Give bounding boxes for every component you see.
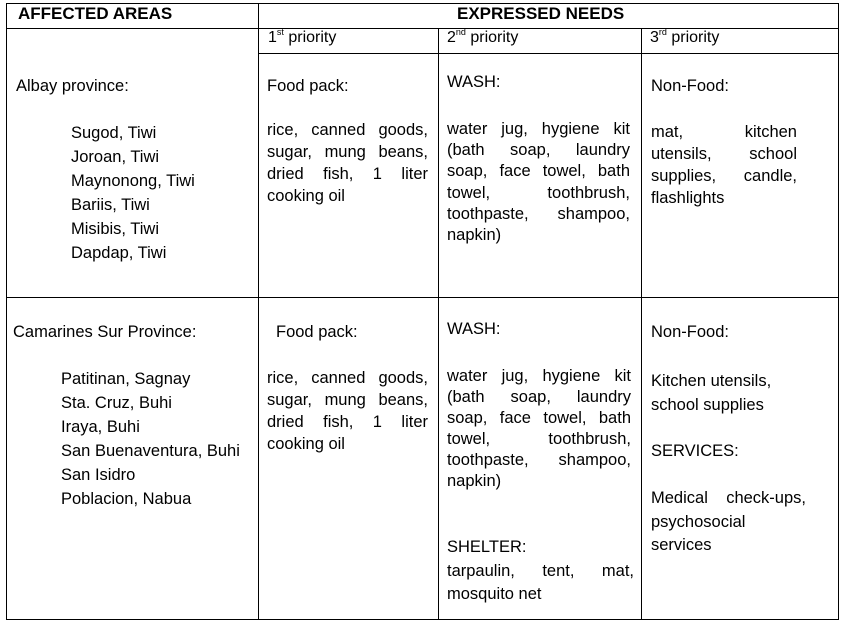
column-divider (641, 28, 642, 620)
priority-2-items: water jug, hygiene kit (bath soap, laundry soap, face towel, bath towel, toothbrush, toothpaste, shampoo, napkin) (447, 367, 631, 490)
priority-2-items: tarpaulin, tent, mat, mosquito net (447, 562, 634, 603)
header-divider (6, 28, 258, 29)
affected-area-list (71, 121, 251, 265)
list-item: Iraya, Buhi (61, 418, 140, 436)
priority-2-title: WASH: (447, 320, 501, 338)
priority-1-items: rice, canned goods, sugar, mung beans, dried fish, 1 liter cooking oil (267, 121, 428, 205)
priority-2-header: 2nd priority (447, 27, 519, 46)
affected-area-list (61, 367, 245, 511)
list-item: Misibis, Tiwi (71, 220, 160, 238)
column-divider (438, 28, 439, 620)
priority-2-items: water jug, hygiene kit (bath soap, laundry soap, face towel, bath towel, toothbrush, toothpaste, shampoo, napkin) (447, 120, 630, 245)
priority-divider (258, 53, 839, 54)
list-item: Dapdap, Tiwi (71, 244, 167, 262)
priority-3-header: 3rd priority (650, 27, 720, 46)
column-divider (258, 3, 259, 620)
list-item: Joroan, Tiwi (71, 148, 160, 166)
priority-1-title: Food pack: (276, 323, 358, 341)
table-border-bottom (6, 619, 839, 620)
priority-1-title: Food pack: (267, 77, 349, 95)
priority-3-title: Non-Food: (651, 77, 729, 95)
list-item: San Buenaventura, Buhi (61, 442, 240, 460)
header-divider (258, 28, 839, 29)
list-item: Poblacion, Nabua (61, 490, 192, 508)
list-item: Bariis, Tiwi (71, 196, 150, 214)
list-item: San Isidro (61, 466, 136, 484)
priority-3-title: SERVICES: (651, 442, 739, 460)
province-label: Camarines Sur Province: (13, 323, 197, 341)
row-divider (6, 297, 839, 298)
priority-2-title: WASH: (447, 73, 501, 91)
priority-3-items: Kitchen utensils, school supplies (651, 372, 772, 414)
priority-1-header: 1st priority (268, 27, 337, 46)
list-item: Maynonong, Tiwi (71, 172, 195, 190)
priority-3-items: Medical check-ups, psychosocial services (651, 489, 806, 554)
province-label: Albay province: (16, 77, 129, 95)
header-expressed-needs: EXPRESSED NEEDS (457, 4, 625, 23)
priority-3-title: Non-Food: (651, 323, 729, 341)
table-border-right (838, 3, 839, 620)
list-item: Sugod, Tiwi (71, 124, 157, 142)
priority-2-title: SHELTER: (447, 538, 527, 556)
list-item: Sta. Cruz, Buhi (61, 394, 172, 412)
priority-1-items: rice, canned goods, sugar, mung beans, dried fish, 1 liter cooking oil (267, 369, 428, 453)
list-item: Patitinan, Sagnay (61, 370, 191, 388)
header-affected-areas: AFFECTED AREAS (18, 4, 173, 23)
table-border-left (6, 3, 7, 620)
priority-3-items: mat, kitchen utensils, school supplies, candle, flashlights (651, 123, 797, 207)
